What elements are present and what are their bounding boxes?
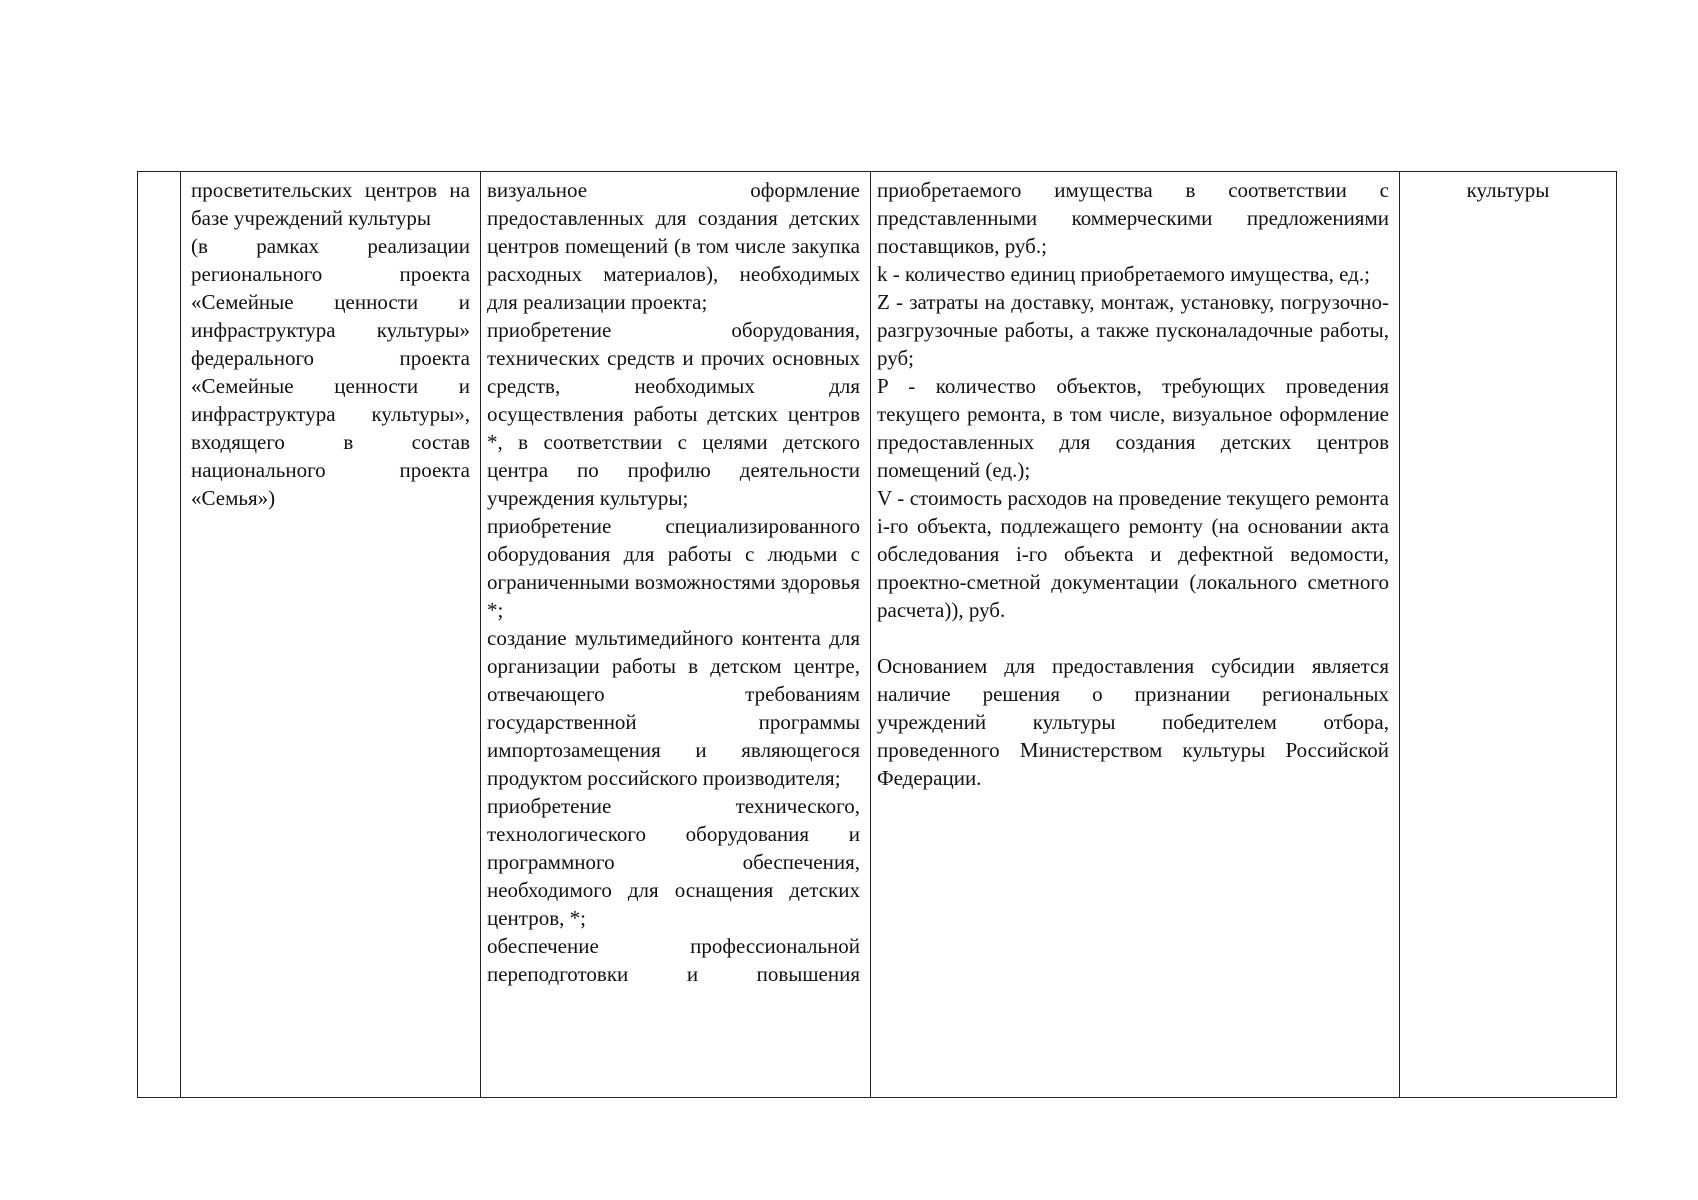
project-name-scope: (в рамках реализации регионального проекта «Семейные ценности и инфраструктура культуры» федерального проекта «Семейные ценности и инфраструктура культуры», входящего в состав национального проекта «Семья») [191, 234, 470, 510]
calculation-item: приобретаемого имущества в соответствии с представленными коммерческими предложениями поставщиков, руб.; [877, 178, 1389, 258]
calculation-item: k - количество единиц приобретаемого имущества, ед.; [877, 262, 1370, 286]
calculation-item: Z - затраты на доставку, монтаж, установку, погрузочно-разгрузочные работы, а также пусконаладочные работы, руб; [877, 290, 1389, 370]
paragraph-gap [877, 624, 1389, 652]
calculation-item: V - стоимость расходов на проведение текущего ремонта i-го объекта, подлежащего ремонту (на основании акта обследования i-го объекта и дефектной ведомости, проектно-сметной документации (локального сметного расчета)), руб. [877, 486, 1389, 622]
direction-item: создание мультимедийного контента для организации работы в детском центре, отвечающего требованиям государственной программы импортозамещения и являющегося продуктом российского производителя; [487, 626, 860, 790]
basis-paragraph: Основанием для предоставления субсидии является наличие решения о признании региональных учреждений культуры победителем отбора, проведенного Министерством культуры Российской Федерации. [877, 654, 1389, 790]
document-table [137, 171, 1617, 1098]
direction-item: приобретение технического, технологического оборудования и программного обеспечения, необходимого для оснащения детских центров, *; [487, 794, 860, 930]
project-name-line: просветительских центров на базе учреждений культуры [191, 178, 470, 230]
direction-item: обеспечение профессиональной переподготовки и повышения [487, 934, 860, 986]
table-row [138, 172, 1617, 1098]
direction-item: приобретение специализированного оборудования для работы с людьми с ограниченными возможностями здоровья *; [487, 514, 860, 622]
calculation-item: P - количество объектов, требующих проведения текущего ремонта, в том числе, визуальное оформление предоставленных для создания детских центров помещений (ед.); [877, 374, 1389, 482]
direction-item: визуальное оформление предоставленных для создания детских центров помещений (в том числе закупка расходных материалов), необходимых для реализации проекта; [487, 178, 860, 314]
calculation-cell [871, 172, 1400, 1098]
row-number-cell [138, 172, 181, 1098]
direction-item: приобретение оборудования, технических средств и прочих основных средств, необходимых для осуществления работы детских центров *, в соответствии с целями детского центра по профилю деятельности учреждения культуры; [487, 318, 860, 510]
project-name-cell [181, 172, 481, 1098]
directions-cell [481, 172, 871, 1098]
organization-cell: культуры [1400, 172, 1617, 1098]
